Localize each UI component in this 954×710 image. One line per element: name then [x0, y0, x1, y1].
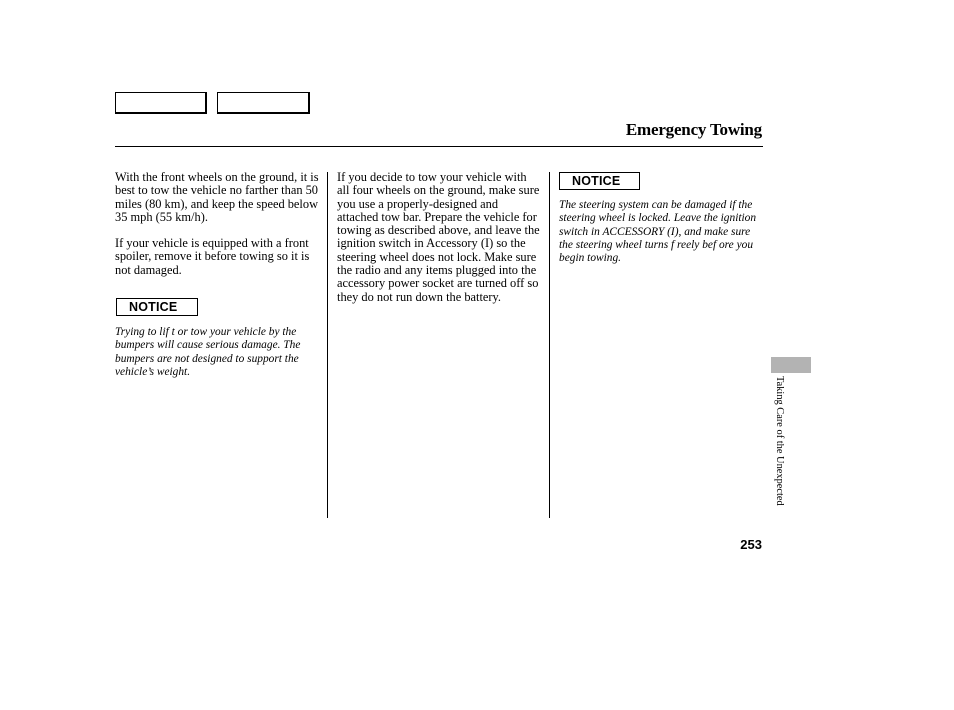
column-divider	[549, 172, 550, 518]
text-column-1	[115, 171, 322, 392]
text-column-2	[337, 171, 542, 317]
body-paragraph: If your vehicle is equipped with a front spoiler, remove it before towing so it is not damaged.	[115, 236, 310, 277]
page-title: Emergency Towing	[625, 120, 762, 139]
body-paragraph: If you decide to tow your vehicle with all four wheels on the ground, make sure you use a properly-designed and attached tow bar. Prepare the vehicle for towing as described above, and leave the ignition switch in Accessory (I) so the steering wheel does not lock. Make sure the radio and any items plugged into the accessory power socket are turned off so they do not run down the battery.	[337, 170, 540, 304]
header-rule	[115, 146, 763, 147]
nav-button-previous[interactable]	[115, 92, 207, 114]
notice-badge: NOTICE	[559, 172, 640, 190]
section-side-label: Taking Care of the Unexpected	[774, 376, 785, 506]
notice-badge: NOTICE	[116, 298, 198, 316]
body-paragraph: With the front wheels on the ground, it is best to tow the vehicle no farther than 50 miles (80 km), and keep the speed below 35 mph (55 km/h).	[115, 170, 319, 224]
notice-text: The steering system can be damaged if the steering wheel is locked. Leave the ignition switch in ACCESSORY (I), and make sure the steering wheel turns f reely bef ore you begin towing.	[559, 199, 757, 265]
text-column-3	[559, 171, 763, 278]
nav-button-next[interactable]	[217, 92, 310, 114]
notice-text: Trying to lif t or tow your vehicle by the bumpers will cause serious damage. The bumpers are not designed to support the vehicle’s weight.	[115, 326, 301, 378]
section-tab-marker[interactable]	[771, 357, 811, 373]
page-number: 253	[740, 537, 762, 552]
column-divider	[327, 172, 328, 518]
